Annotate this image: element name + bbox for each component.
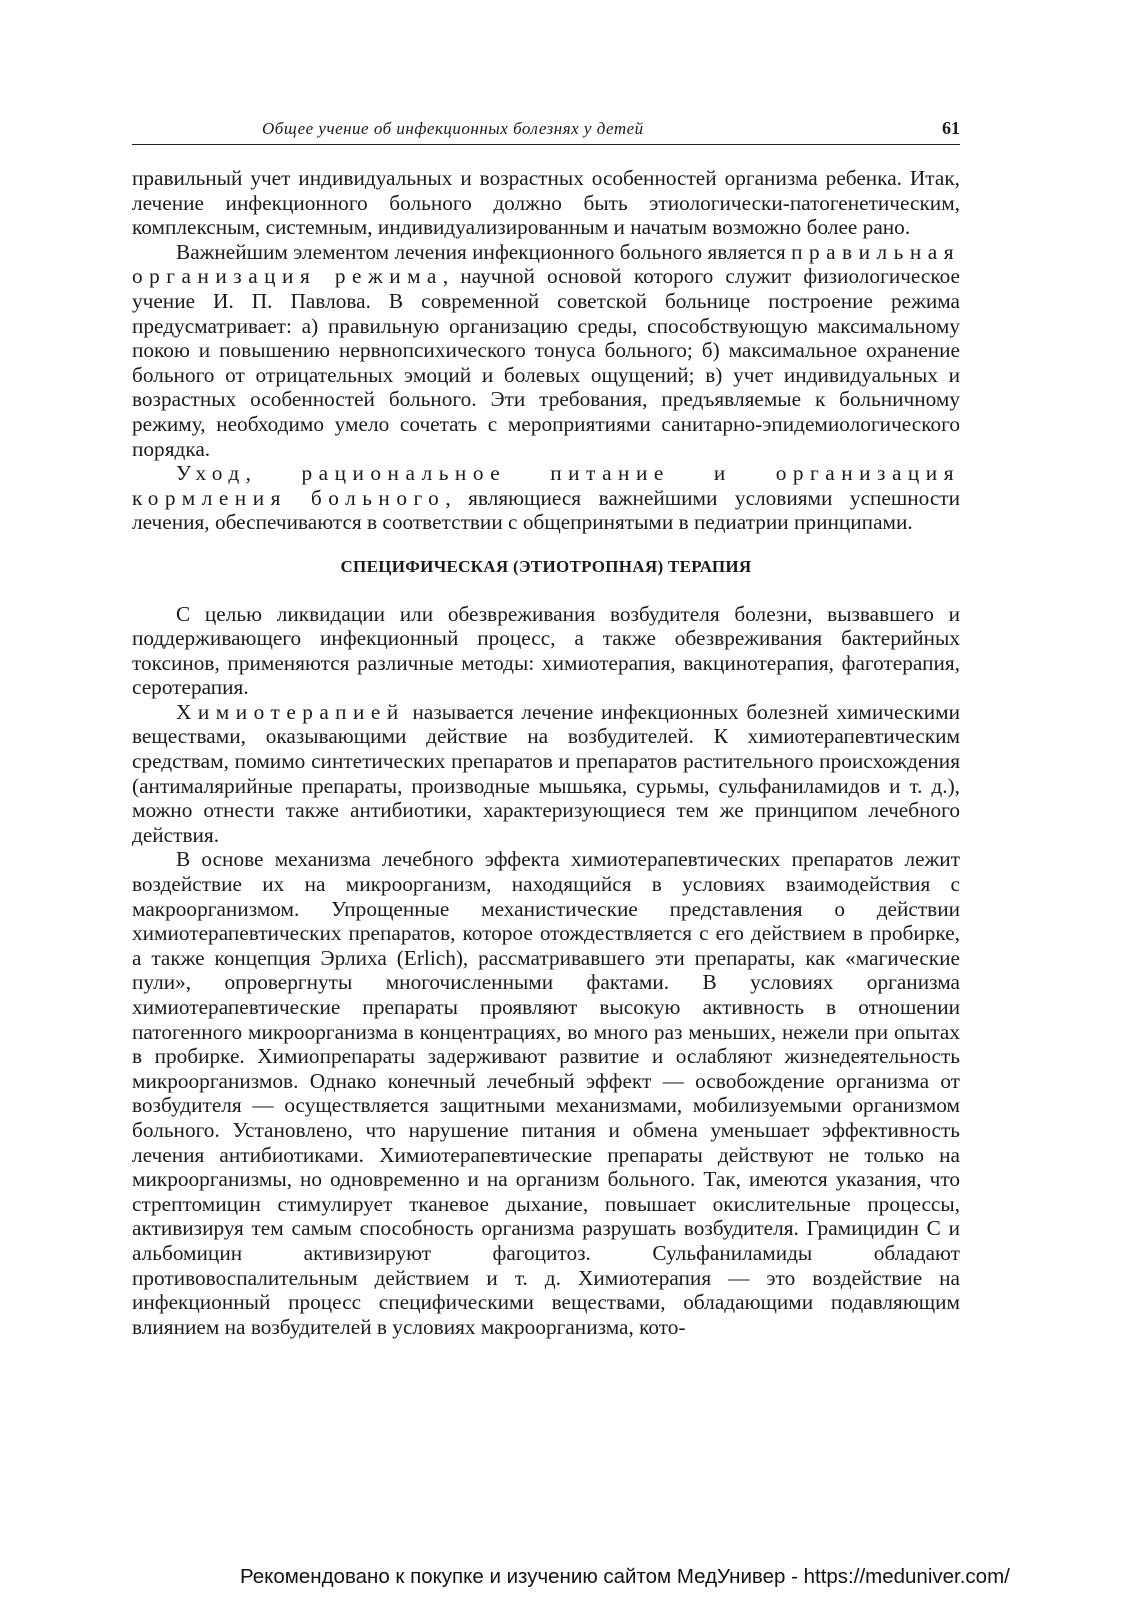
paragraph-3-rest: , являющиеся важнейшими условиями успешности лечения, обеспечиваются в соответствии с общепринятыми в педиатрии принципами. [132, 485, 960, 535]
paragraph-2 [132, 240, 960, 461]
paragraph-3-spaced-term: Уход, рациональное питание и организация кормления больного [132, 461, 960, 510]
page-body [132, 166, 960, 1339]
running-head: Общее учение об инфекционных болезнях у детей [262, 119, 644, 138]
page-header [132, 118, 960, 145]
paragraph-5-rest: называется лечение инфекционных болезней химическими веществами, оказывающими действие на возбудителей. К химиотерапевтическим средствам, помимо синтетических препаратов и препаратов растительного происхождения (антималярийные препараты, производные мышьяка, сурьмы, сульфаниламидов и т. д.), можно отнести также антибиотики, характеризующиеся тем же принципом лечебного действия. [132, 699, 960, 847]
paragraph-5-spaced-term: Химиотерапией [176, 699, 405, 724]
paragraph-3 [132, 461, 960, 535]
paragraph-2-spaced-term: правильная организация режима [132, 239, 960, 289]
paragraph-2-rest: , научной основой которого служит физиологическое учение И. П. Павлова. В современной советской больнице построение режима предусматривает: а) правильную организацию среды, способствующую максимальному покою и повышению нервнопсихического тонуса больного; б) максимальное охранение больного от отрицательных эмоций и болевых ощущений; в) учет индивидуальных и возрастных особенностей больного. Эти требования, предъявляемые к больничному режиму, необходимо умело сочетать с мероприятиями санитарно-эпидемиологического порядка. [132, 264, 960, 461]
paragraph-4: С целью ликвидации или обезвреживания возбудителя болезни, вызвавшего и поддерживающего инфекционный процесс, а также обезвреживания бактерийных токсинов, применяются различные методы: химиотерапия, вакцинотерапия, фаготерапия, серотерапия. [132, 601, 960, 700]
paragraph-1: правильный учет индивидуальных и возрастных особенностей организма ребенка. Итак, лечение инфекционного больного должно быть этиологически-патогенетическим, комплексным, системным, индивидуализированным и начатым возможно более рано. [132, 166, 960, 240]
page-number: 61 [942, 118, 960, 138]
footer-recommendation-link[interactable]: Рекомендовано к покупке и изучению сайтом МедУнивер - https://meduniver.com/ [240, 1565, 1010, 1588]
paragraph-2-lead: Важнейшим элементом лечения инфекционного больного является [176, 239, 792, 264]
paragraph-5 [132, 700, 960, 848]
paragraph-6: В основе механизма лечебного эффекта химиотерапевтических препаратов лежит воздействие их на микроорганизм, находящийся в условиях взаимодействия с макроорганизмом. Упрощенные механистические представления о действии химиотерапевтических препаратов, которое отождествляется с его действием в пробирке, а также концепция Эрлиха (Erlich), рассматривавшего эти препараты, как «магические пули», опровергнуты многочисленными фактами. В условиях организма химиотерапевтические препараты проявляют высокую активность в отношении патогенного микроорганизма в концентрациях, во много раз меньших, нежели при опытах в пробирке. Химиопрепараты задерживают развитие и ослабляют жизнедеятельность микроорганизмов. Однако конечный лечебный эффект — освобождение организма от возбудителя — осуществляется защитными механизмами, мобилизуемыми организмом больного. Установлено, что нарушение питания и обмена уменьшает эффективность лечения антибиотиками. Химиотерапевтические препараты действуют не только на микроорганизмы, но одновременно и на организм больного. Так, имеются указания, что стрептомицин стимулирует тканевое дыхание, повышает окислительные процессы, активизируя тем самым способность организма разрушать возбудителя. Грамицидин С и альбомицин активизируют фагоцитоз. Сульфаниламиды обладают противовоспалительным действием и т. д. Химиотерапия — это воздействие на инфекционный процесс специфическими веществами, обладающими подавляющим влиянием на возбудителей в условиях макроорганизма, кото- [132, 847, 960, 1339]
section-heading: СПЕЦИФИЧЕСКАЯ (ЭТИОТРОПНАЯ) ТЕРАПИЯ [340, 556, 752, 576]
